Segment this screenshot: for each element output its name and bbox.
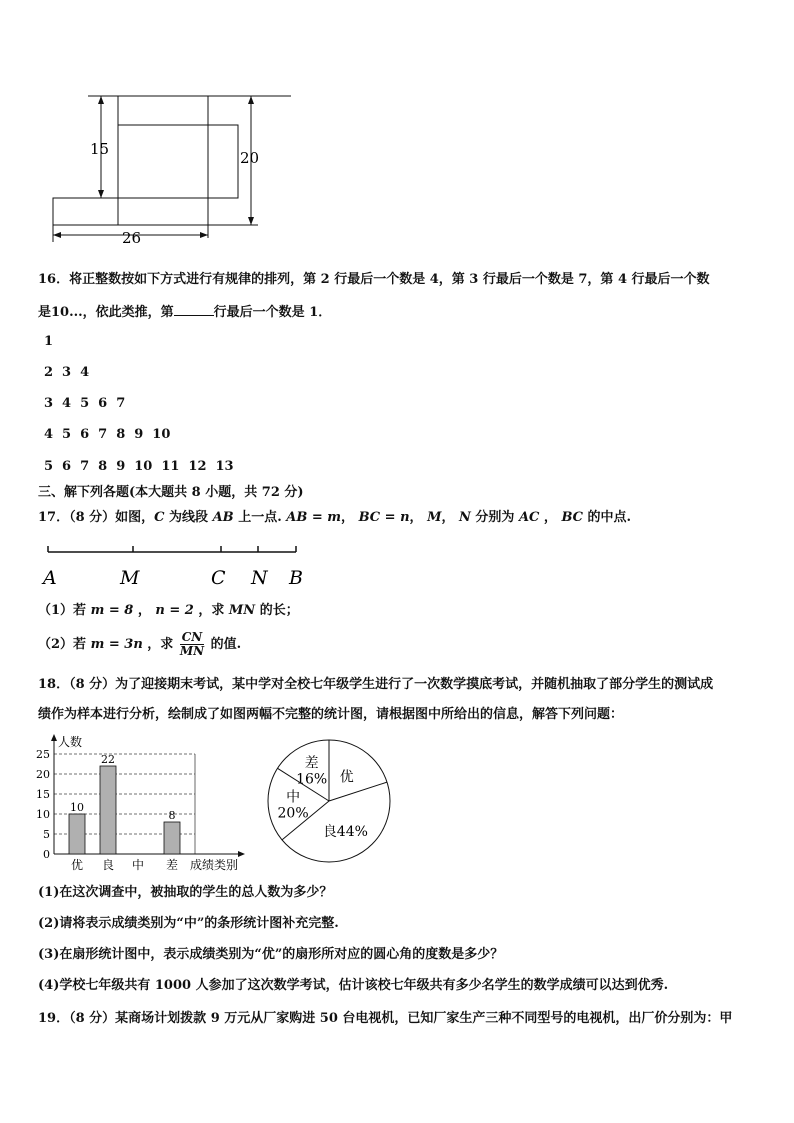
q16-number: 4 — [62, 396, 72, 411]
q17-sub1-n: n = 2 — [155, 603, 194, 618]
q16-number: 11 — [161, 459, 180, 474]
q16-number: 10 — [152, 427, 171, 442]
bar — [164, 822, 180, 854]
q17-stem — [38, 510, 631, 526]
q18-line2: 绩作为样本进行分析，绘制成了如图两幅不完整的统计图，请根据图中所给出的信息，解答下列问题： — [38, 707, 624, 722]
q17-sub2 — [38, 631, 241, 658]
bar-value-label: 8 — [168, 809, 176, 822]
q16-number: 10 — [134, 459, 153, 474]
q16-number: 12 — [188, 459, 207, 474]
x-category-label: 差 — [165, 858, 179, 872]
rect-figure-svg — [48, 90, 298, 250]
q18-q3: (3)在扇形统计图中，表示成绩类别为“优”的扇形所对应的圆心角的度数是多少？ — [38, 947, 504, 962]
q18-q4: (4)学校七年级共有 1000 人参加了这次数学考试，估计该校七年级共有多少名学生的数学成绩可以达到优秀. — [38, 978, 669, 993]
q17-sub1 — [38, 603, 299, 619]
fraction-cn-mn — [180, 631, 204, 658]
q17-p3: 上一点. — [233, 510, 287, 525]
q17-ab-eq-m: AB = m — [286, 510, 342, 525]
q16-number: 3 — [62, 365, 72, 380]
q16-number: 5 — [80, 396, 90, 411]
label-26: 26 — [122, 229, 142, 247]
pie-chart — [262, 734, 396, 872]
segment-figure — [38, 540, 318, 596]
q17-sub1-a: （1）若 — [38, 603, 91, 618]
label-20: 20 — [240, 149, 260, 167]
q17-sub1-mn: MN — [228, 603, 256, 618]
x-category-label: 良 — [101, 858, 115, 872]
q16-number: 7 — [98, 427, 108, 442]
q17-var-ac: AC — [518, 510, 540, 525]
point-b: B — [289, 567, 303, 589]
section-3-heading: 三、解下列各题(本大题共 8 小题，共 72 分) — [38, 485, 304, 500]
pie-slice-label: 优 — [339, 769, 354, 786]
q17-p1: 17．（8 分）如图， — [38, 510, 155, 525]
fraction-numerator: CN — [181, 630, 203, 644]
q17-p9: 的中点. — [583, 510, 632, 525]
q18-q1: (1)在这次调查中，被抽取的学生的总人数为多少？ — [38, 885, 333, 900]
q17-p7: 分别为 — [470, 510, 519, 525]
q16-line2 — [38, 303, 331, 321]
q16-row-5 — [44, 459, 243, 475]
bar — [69, 814, 85, 854]
point-n: N — [251, 567, 268, 589]
y-tick-label: 25 — [36, 748, 50, 761]
q17-sub1-c: ，求 — [193, 603, 229, 618]
x-category-label: 优 — [70, 858, 84, 872]
y-tick-label: 15 — [36, 788, 50, 801]
y-tick-label: 20 — [36, 768, 50, 781]
point-m: M — [120, 567, 140, 589]
q16-number: 8 — [116, 427, 126, 442]
q17-var-ab: AB — [212, 510, 234, 525]
q16-number: 1 — [44, 334, 54, 349]
q17-var-n: N — [459, 510, 471, 525]
q17-sub1-b: ， — [133, 603, 156, 618]
pie-slice-percent: 20% — [277, 805, 309, 822]
q16-number: 4 — [80, 365, 90, 380]
bar-value-label: 22 — [101, 753, 115, 766]
y-tick-label: 0 — [43, 848, 50, 861]
q16-row-1 — [44, 334, 62, 350]
bar-value-label: 10 — [70, 801, 84, 814]
q17-p6: ， — [441, 510, 459, 525]
q16-number: 6 — [62, 459, 72, 474]
q17-sub2-c: 的值. — [206, 637, 242, 652]
q16-row-2 — [44, 365, 98, 381]
q19-line1: 19．（8 分）某商场计划拨款 9 万元从厂家购进 50 台电视机，已知厂家生产三种不同型号的电视机，出厂价分别为：甲 — [38, 1011, 733, 1026]
q17-sub1-m: m = 8 — [90, 603, 134, 618]
q17-sub2-m: m = 3n — [90, 637, 143, 652]
q17-sub1-d: 的长； — [255, 603, 299, 618]
q16-number: 2 — [44, 365, 54, 380]
pie-slice-label: 中 — [286, 789, 301, 806]
pie-slice-label: 良44% — [322, 823, 368, 840]
y-tick-label: 5 — [43, 828, 50, 841]
q18-q2: (2)请将表示成绩类别为“中”的条形统计图补充完整. — [38, 916, 339, 931]
q16-number: 3 — [44, 396, 54, 411]
q16-answer-blank[interactable] — [174, 303, 214, 316]
rect-figure — [48, 90, 298, 250]
q17-var-c: C — [154, 510, 165, 525]
q16-line2a: 是10...，依此类推，第 — [38, 305, 174, 320]
q16-number: 7 — [116, 396, 126, 411]
x-axis-label: 成绩类别 — [190, 858, 239, 872]
q16-number: 6 — [80, 427, 90, 442]
q16-number: 5 — [62, 427, 72, 442]
q17-p4: ， — [341, 510, 359, 525]
y-tick-label: 10 — [36, 808, 50, 821]
bar-chart — [30, 732, 255, 876]
q16-number: 5 — [44, 459, 54, 474]
q17-var-bc: BC — [561, 510, 584, 525]
q16-number: 9 — [116, 459, 126, 474]
q16-number: 13 — [215, 459, 234, 474]
pie-chart-svg — [262, 734, 396, 868]
q17-bc-eq-n: BC = n — [358, 510, 410, 525]
y-axis-arrow — [51, 734, 57, 741]
q18-line1: 18．（8 分）为了迎接期末考试，某中学对全校七年级学生进行了一次数学摸底考试，并随机抽取了部分学生的测试成 — [38, 677, 714, 692]
q17-var-m: M — [427, 510, 442, 525]
bar — [100, 766, 116, 854]
q17-sub2-b: ，求 — [142, 637, 178, 652]
q17-p8: ， — [539, 510, 562, 525]
q17-p2: 为线段 — [164, 510, 213, 525]
q16-line2b: 行最后一个数是 1． — [213, 305, 332, 320]
bar-chart-svg — [30, 732, 255, 872]
q16-row-3 — [44, 396, 134, 412]
segment-figure-svg — [38, 540, 318, 592]
q16-number: 7 — [80, 459, 90, 474]
fraction-denominator: MN — [179, 644, 205, 658]
x-axis-arrow — [238, 851, 245, 857]
q16-row-4 — [44, 427, 179, 443]
q16-number: 4 — [44, 427, 54, 442]
q16-number: 9 — [134, 427, 144, 442]
label-15: 15 — [90, 140, 110, 158]
x-category-label: 中 — [131, 858, 145, 872]
q17-p5: ， — [409, 510, 428, 525]
q16-number: 6 — [98, 396, 108, 411]
y-axis-label: 人数 — [58, 735, 83, 749]
pie-slice-percent: 16% — [296, 771, 328, 788]
pie-slice-label: 差 — [304, 755, 319, 772]
q16-number: 8 — [98, 459, 108, 474]
q17-sub2-a: （2）若 — [38, 637, 91, 652]
point-a: A — [43, 567, 57, 589]
q16-line1: 16．将正整数按如下方式进行有规律的排列，第 2 行最后一个数是 4，第 3 行最后一个数是 7，第 4 行最后一个数 — [38, 272, 710, 287]
point-c: C — [211, 567, 226, 589]
